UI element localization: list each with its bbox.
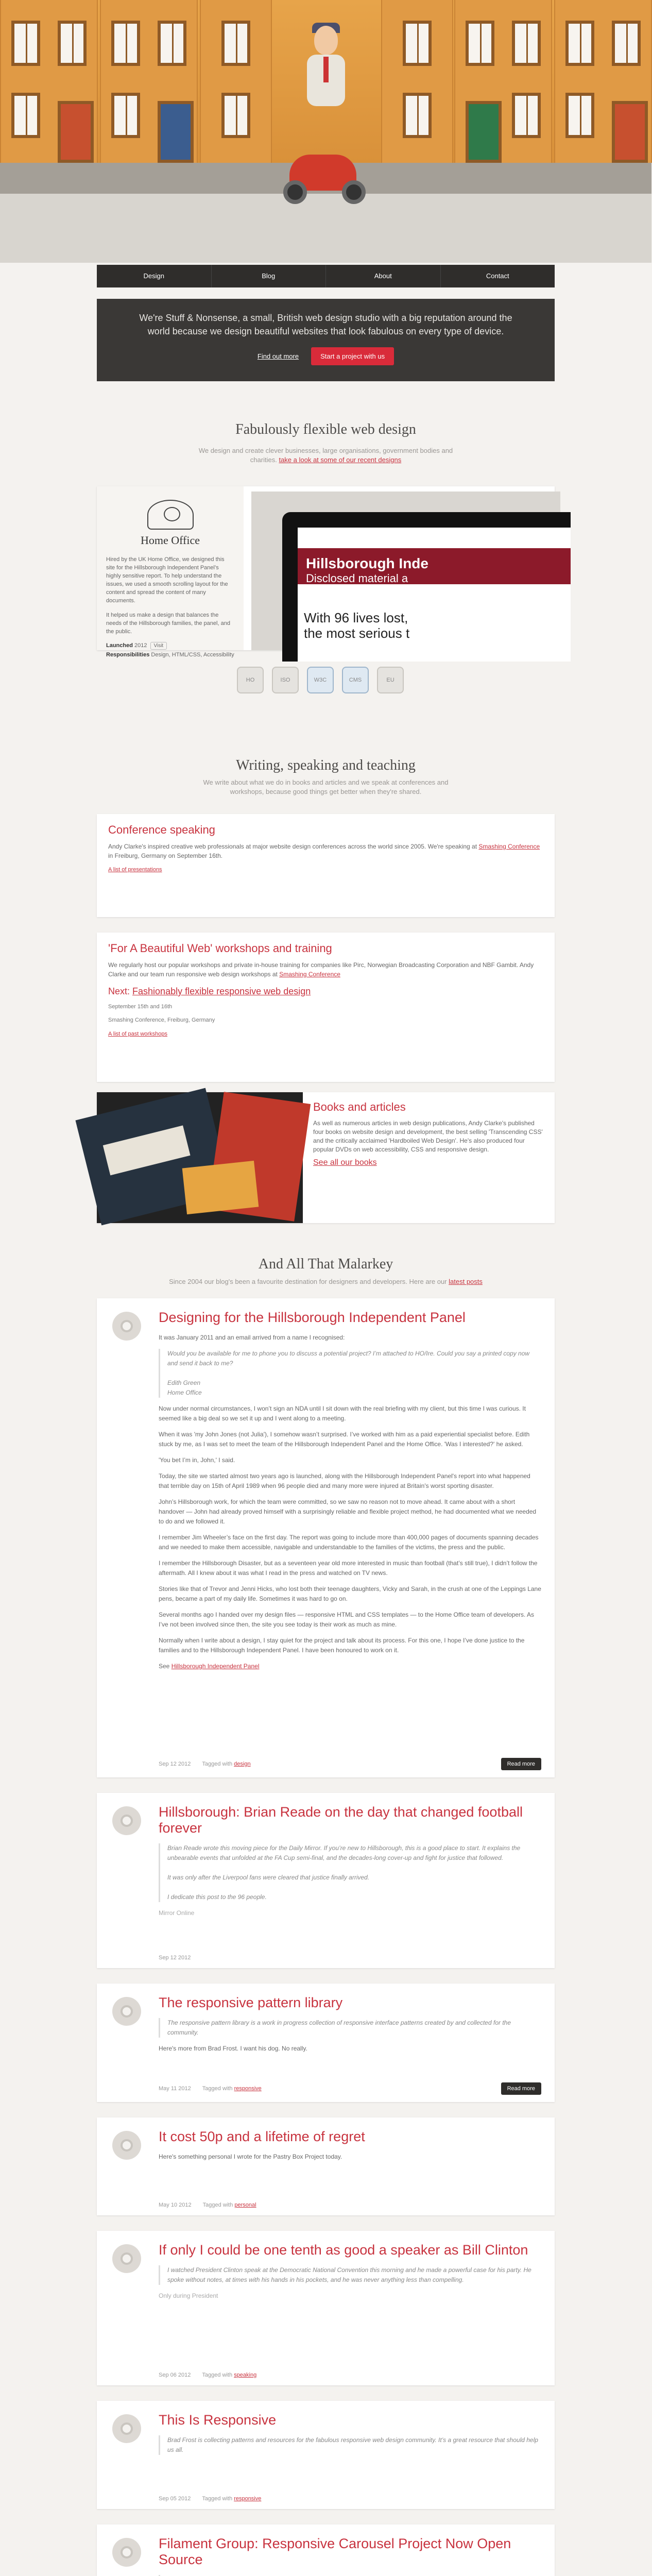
post-type-icon (112, 2131, 141, 2160)
next-workshop: Next: Fashionably flexible responsive web design (108, 986, 311, 996)
post-paragraph: Stories like that of Trevor and Jenni Hicks, who lost both their teenage daughters, Vicky and Sarah, in the crush at one of the Leppings Lane pens, became a part of my daily life. Sometimes it was hard to go on. (159, 1585, 541, 1602)
post-tags: Tagged with responsive (202, 2086, 262, 2092)
w3c-icon: W3C (307, 667, 334, 693)
post-paragraph: I remember Jim Wheeler’s face on the first day. The report was going to include more than 400,000 pages of documents spanning decades and we needed to make them accessible, navigable and understandable to the families of the victims, the press and the public. (159, 1534, 539, 1551)
find-out-more-link[interactable]: Find out more (257, 352, 299, 360)
post-date: Sep 12 2012 (159, 1761, 191, 1767)
post-title[interactable]: This Is Responsive (159, 2412, 277, 2428)
eu-icon: EU (377, 667, 404, 693)
launched-label: Launched (106, 642, 133, 649)
post-tags: Tagged with personal (202, 2202, 256, 2208)
post-meta (159, 2202, 541, 2208)
post-tags: Tagged with responsive (202, 2496, 262, 2502)
smashing-conference-link[interactable]: Smashing Conference (478, 843, 540, 850)
post-meta (159, 2372, 541, 2378)
post-paragraph: When it was 'my John Jones (not Julia'), I somehow wasn’t surprised. I’ve worked with him as a paid experiential specialist before. Edith stuck by me, as I was set to meet the team of the Hillsborough Independent Panel and the Home Office. 'Was I interested?' he asked. (159, 1431, 530, 1448)
blog-post (97, 1793, 555, 1968)
home-office-icon: HO (237, 667, 264, 693)
speaking-subtitle: We write about what we do in books and articles and we speak at conferences and workshops, because good things get better when they're shared. (203, 778, 449, 795)
main-nav (97, 265, 555, 287)
blog-title: And All That Malarkey (258, 1256, 393, 1272)
house (454, 0, 552, 163)
blog-post (97, 1984, 555, 2102)
blog-post (97, 2117, 555, 2215)
case-study-details (97, 486, 244, 658)
books-panel (97, 1092, 555, 1223)
post-date: Sep 06 2012 (159, 2372, 191, 2378)
post-quote: Would you be available for me to phone you to discuss a potential project? I’m attached to HO/Ire. Could you say a printed copy now and send it back to me? Edith Green Home Office (159, 1349, 541, 1398)
panel-link[interactable]: Hillsborough Independent Panel (171, 1663, 260, 1670)
post-tags: Tagged with design (202, 1761, 251, 1767)
client-name: Home Office (140, 534, 200, 547)
home-office-link[interactable]: Home Office (167, 1389, 202, 1396)
next-workshop-link[interactable]: Fashionably flexible responsive web design (132, 986, 311, 996)
post-paragraph: 'You bet I’m in, John,' I said. (159, 1456, 235, 1464)
workshop-text: We regularly host our popular workshops and private in-house training for companies like Pirc, Norwegian Broadcasting Corporation and NBF Gambit. Andy Clarke and our team run responsive web design workshops at Smashing Conference (108, 961, 534, 978)
screen-line-2: the most serious t (304, 625, 410, 641)
conference-text: Andy Clarke's inspired creative web professionals at major website design conferences across the world since 2005. We're speaking at Smashing Conference in Freiburg, Germany on September 16th. (108, 843, 540, 859)
conference-title: Conference speaking (108, 823, 215, 836)
visit-site-button[interactable]: Visit (150, 642, 167, 650)
post-title[interactable]: Hillsborough: Brian Reade on the day that changed football forever (159, 1804, 523, 1836)
post-title[interactable]: The responsive pattern library (159, 1995, 343, 2010)
post-paragraph: Several months ago I handed over my design files — responsive HTML and CSS templates — to the Home Office team of developers. As I’ve not been involved since then, the site you see today is their work as much as mine. (159, 1611, 535, 1628)
post-meta (159, 1758, 541, 1770)
design-title: Fabulously flexible web design (235, 421, 416, 437)
post-quote: The responsive pattern library is a work in progress collection of responsive interface patterns created by and collected for the community. (159, 2018, 541, 2038)
workshop-panel (97, 933, 555, 1082)
workshop-title: 'For A Beautiful Web' workshops and training (108, 942, 332, 955)
read-more-button[interactable]: Read more (501, 1758, 541, 1770)
post-paragraph: John’s Hillsborough work, for which the team were committed, so we saw no reason not to move ahead. It came about with a short handover — John had already proved himself with a surprisingly reliable and flexible project method, he had documented what we needed to do and we followed it. (159, 1498, 537, 1525)
post-title[interactable]: Filament Group: Responsive Carousel Project Now Open Source (159, 2536, 511, 2567)
screen-line-1: With 96 lives lost, (304, 610, 408, 625)
post-paragraph: Here's something personal I wrote for the Pastry Box Project today. (159, 2153, 342, 2160)
nav-design[interactable]: Design (97, 265, 212, 287)
post-paragraph: Here's more from Brad Frost. I want his dog. No really. (159, 2045, 307, 2052)
post-meta (159, 1955, 541, 1961)
iso-icon: ISO (272, 667, 299, 693)
recent-designs-link[interactable]: take a look at some of our recent designs (279, 456, 402, 464)
books-title: Books and articles (313, 1100, 406, 1113)
house (200, 0, 272, 163)
house (554, 0, 652, 163)
post-paragraph: Only during President (159, 2292, 218, 2299)
post-title[interactable]: Designing for the Hillsborough Independent Panel (159, 1310, 466, 1325)
post-type-icon (112, 1997, 141, 2026)
scooter-illustration (274, 129, 372, 206)
post-meta (159, 2496, 541, 2502)
post-quote: Brian Reade wrote this moving piece for the Daily Mirror. If you’re new to Hillsborough, this is a good place to start. It explains the unbearable events that unfolded at the FA Cup semi-final, and the decades-long cover-up and fight for justice that followed. It was only after the Liverpool fans were cleared that justice finally arrived. I dedicate this post to the 96 people. (159, 1843, 541, 1902)
post-source: Mirror Online (159, 1909, 195, 1917)
post-type-icon (112, 2414, 141, 2443)
monitor-screenshot (282, 512, 571, 662)
nav-contact[interactable]: Contact (486, 272, 509, 280)
read-more-button[interactable]: Read more (501, 2082, 541, 2095)
intro-panel (97, 299, 555, 381)
screen-subtitle: Disclosed material a (306, 572, 408, 585)
post-quote: Brad Frost is collecting patterns and resources for the fabulous responsive web design community. It’s a great resource that should help us all. (159, 2435, 541, 2455)
workshop-smashing-link[interactable]: Smashing Conference (279, 971, 340, 978)
design-subtitle: We design and create clever businesses, large organisations, government bodies and charities. take a look at some of our recent designs (198, 447, 453, 464)
blog-subtitle: Since 2004 our blog's been a favourite destination for designers and developers. Here are our latest posts (169, 1278, 483, 1285)
next-workshop-date: September 15th and 16th (108, 1004, 173, 1010)
case-text: Hired by the UK Home Office, we designed this site for the Hillsborough Independent Panel’s highly sensitive report. To help understand the issues, we used a smooth scrolling layout for the content and spread the content of many documents. (106, 556, 228, 604)
books-image (97, 1092, 303, 1223)
home-office-logo-icon (147, 500, 194, 530)
post-type-icon (112, 1806, 141, 1835)
latest-posts-link[interactable]: latest posts (449, 1278, 483, 1285)
blog-post (97, 2401, 555, 2509)
conference-panel (97, 814, 555, 917)
house (0, 0, 98, 163)
responsibilities-label: Responsibilities (106, 652, 150, 658)
past-workshops-link[interactable]: A list of past workshops (108, 1031, 167, 1037)
post-paragraph: Now under normal circumstances, I won’t sign an NDA until I sit down with the real briefing with my client, but this time I was curious. It seemed like a big deal so we set it up and I went along to a meeting. (159, 1405, 526, 1422)
client-logos (237, 665, 412, 696)
post-paragraph: Normally when I write about a design, I stay quiet for the project and talk about its process. For this one, I hope I’ve done justice to the families and to the Hillsborough Independent Panel. I have been honoured to work on it. (159, 1637, 525, 1654)
post-paragraph: See Hillsborough Independent Panel (159, 1663, 260, 1670)
post-date: Sep 12 2012 (159, 1955, 191, 1961)
blog-post (97, 2231, 555, 2385)
post-paragraph: Today, the site we started almost two years ago is launched, along with the Hillsborough Independent Panel's report into what happened that terrible day on 15th of April 1989 when 96 people died and many more were injured at Britain's worst sporting disaster. (159, 1472, 530, 1489)
blog-post (97, 1298, 555, 1777)
all-books-link[interactable]: See all our books (313, 1158, 377, 1167)
post-type-icon (112, 2538, 141, 2567)
nav-about[interactable]: About (326, 265, 441, 287)
blog-post (97, 2524, 555, 2576)
post-type-icon (112, 1312, 141, 1341)
next-workshop-venue: Smashing Conference, Freiburg, Germany (108, 1017, 215, 1023)
responsibilities-value: Design, HTML/CSS, Accessibility (151, 652, 234, 658)
mascot-rider (298, 26, 354, 134)
case-text-2: It helped us make a design that balances the needs of the Hillsborough families, the panel, and the public. (106, 612, 230, 635)
intro-text: We're Stuff & Nonsense, a small, British web design studio with a big reputation around the world because we design beautiful websites that look fabulous on every type of device. (139, 313, 512, 336)
cms-icon: CMS (342, 667, 369, 693)
post-type-icon (112, 2244, 141, 2273)
post-paragraph: I remember the Hillsborough Disaster, but as a seventeen year old more interested in music than football (that’s still true), I didn’t follow the aftermath. All I knew about it was what I read in the press and watched on TV news. (159, 1560, 538, 1577)
case-study-card (97, 486, 555, 658)
post-title[interactable]: If only I could be one tenth as good a speaker as Bill Clinton (159, 2242, 528, 2258)
post-meta (159, 2082, 541, 2095)
presentations-link[interactable]: A list of presentations (108, 867, 162, 873)
post-date: May 10 2012 (159, 2202, 192, 2208)
nav-blog[interactable]: Blog (212, 265, 327, 287)
house (381, 0, 453, 163)
launched-value: 2012 (134, 642, 147, 649)
screen-title: Hillsborough Inde (306, 555, 428, 571)
post-paragraph: It was January 2011 and an email arrived from a name I recognised: (159, 1334, 345, 1341)
start-project-button[interactable]: Start a project with us (311, 347, 394, 365)
post-date: May 11 2012 (159, 2086, 191, 2092)
post-date: Sep 05 2012 (159, 2496, 191, 2502)
books-text: As well as numerous articles in web design publications, Andy Clarke's published four books on website design and development, the best selling 'Transcending CSS' and the critically acclaimed 'Hardboiled Web Design'. He's also produced four popular DVDs on web accessibility, CSS and responsive design. (313, 1120, 543, 1153)
header-illustration (0, 0, 651, 263)
speaking-title: Writing, speaking and teaching (236, 757, 416, 773)
house (100, 0, 198, 163)
post-tags: Tagged with speaking (202, 2372, 257, 2378)
post-title[interactable]: It cost 50p and a lifetime of regret (159, 2129, 365, 2144)
post-quote: I watched President Clinton speak at the Democratic National Convention this morning and he made a powerful case for his party. He spoke without notes, at times with his hands in his pockets, and he was never anything less than compelling. (159, 2265, 541, 2285)
